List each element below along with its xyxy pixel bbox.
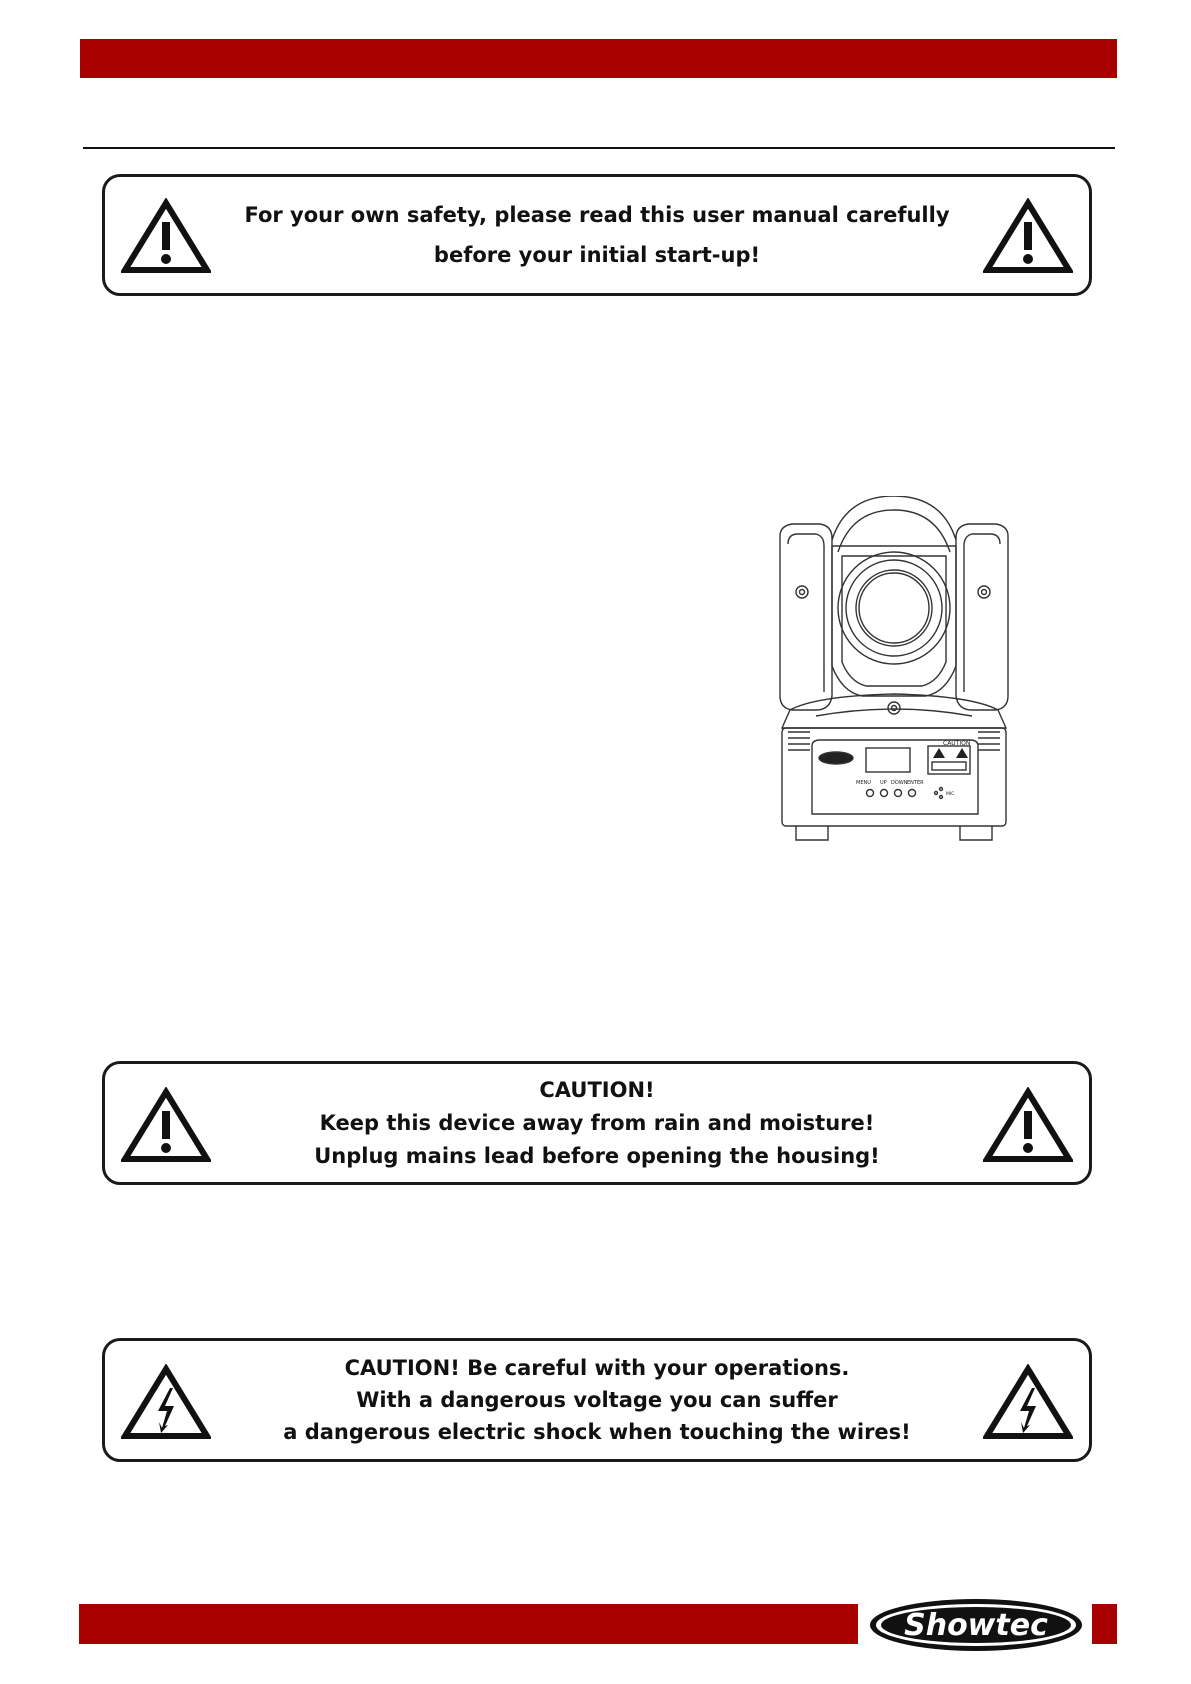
showtec-logo bbox=[866, 1596, 1086, 1654]
safety-notice-line-1: For your own safety, please read this user manual carefully bbox=[244, 203, 950, 227]
safety-notice-box bbox=[102, 174, 1092, 296]
caution-moisture-line-1: CAUTION! bbox=[539, 1077, 655, 1102]
mic-label: MIC bbox=[946, 792, 955, 797]
warning-triangle-icon bbox=[983, 198, 1073, 274]
caution-voltage-box bbox=[102, 1338, 1092, 1462]
button-label-up: UP bbox=[880, 780, 887, 786]
caution-moisture-text bbox=[225, 1064, 969, 1182]
caution-voltage-line-3: a dangerous electric shock when touching the wires! bbox=[283, 1420, 911, 1444]
footer-bar-end bbox=[1092, 1604, 1117, 1644]
warning-triangle-icon bbox=[121, 198, 211, 274]
caution-moisture-line-2: Keep this device away from rain and moisture! bbox=[319, 1110, 875, 1135]
button-label-menu: MENU bbox=[856, 780, 871, 786]
high-voltage-icon bbox=[983, 1364, 1073, 1440]
caution-voltage-text bbox=[225, 1341, 969, 1459]
footer-bar bbox=[79, 1604, 858, 1644]
caution-voltage-line-2: With a dangerous voltage you can suffer bbox=[356, 1388, 838, 1412]
caution-moisture-box bbox=[102, 1061, 1092, 1185]
button-label-enter: ENTER bbox=[907, 780, 924, 786]
button-label-down: DOWN bbox=[891, 780, 908, 786]
panel-caution-label: CAUTION bbox=[943, 740, 971, 747]
header-rule bbox=[83, 147, 1115, 149]
warning-triangle-icon bbox=[983, 1087, 1073, 1163]
logo-text: Showtec bbox=[904, 1608, 1048, 1643]
caution-voltage-line-1: CAUTION! Be careful with your operations. bbox=[344, 1356, 850, 1380]
caution-moisture-line-3: Unplug mains lead before opening the housing! bbox=[314, 1143, 880, 1168]
safety-notice-line-2: before your initial start-up! bbox=[433, 243, 761, 267]
safety-notice-text bbox=[225, 177, 969, 293]
header-bar bbox=[80, 39, 1117, 78]
high-voltage-icon bbox=[121, 1364, 211, 1440]
warning-triangle-icon bbox=[121, 1087, 211, 1163]
moving-head-fixture-illustration bbox=[776, 496, 1012, 844]
